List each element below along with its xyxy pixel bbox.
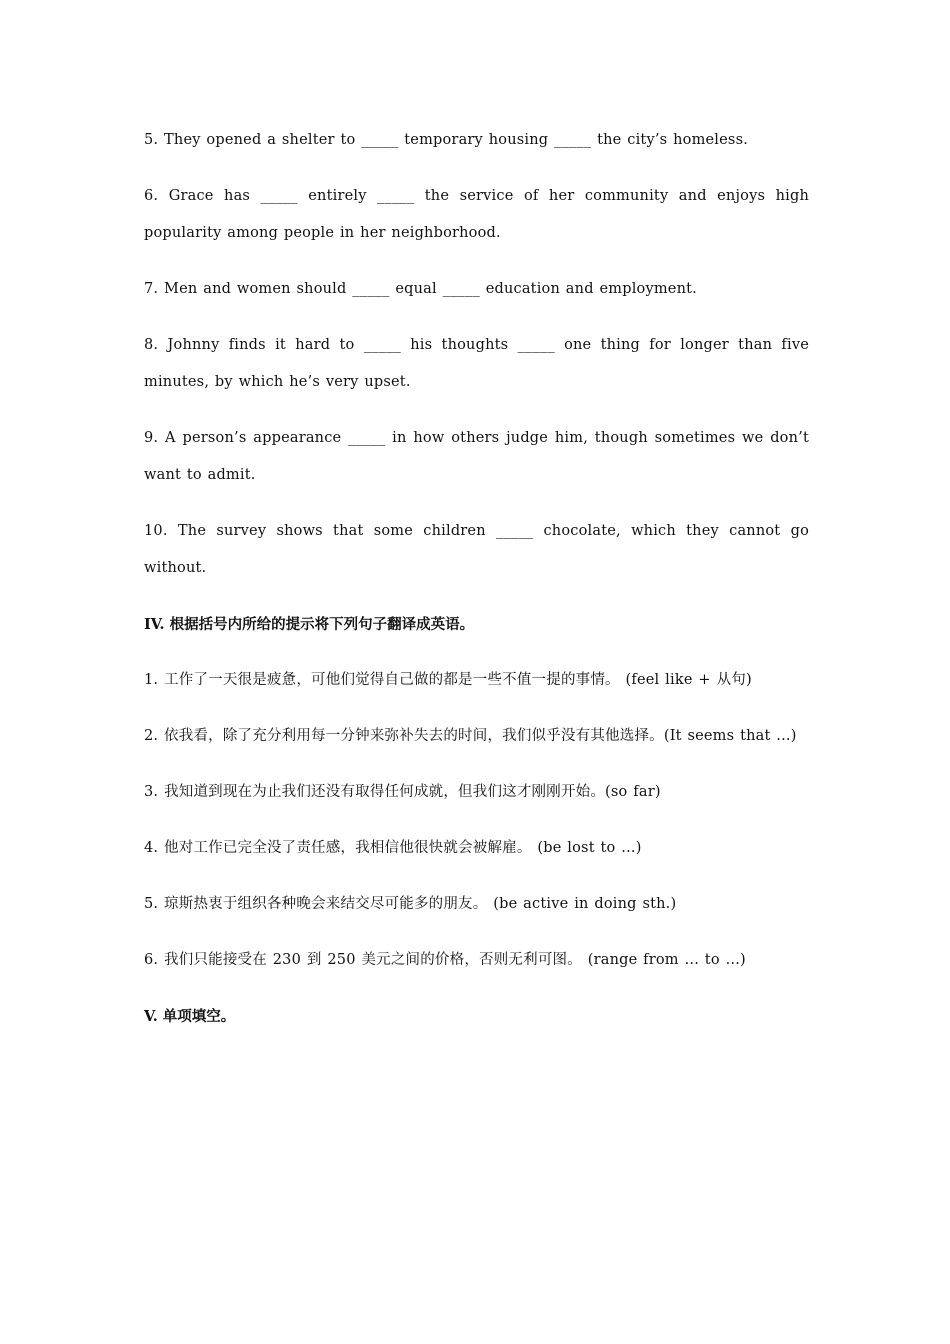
section4-item-1: 1. 工作了一天很是疲惫，可他们觉得自己做的都是一些不值一提的事情。 (feel like + 从句) xyxy=(144,672,752,688)
section4-heading: IV. 根据括号内所给的提示将下列句子翻译成英语。 xyxy=(144,616,475,633)
section3-item-8: 8. Johnny finds it hard to _____ his thoughts _____ one thing for longer than five minutes, by which he’s very upset. xyxy=(144,337,809,390)
section4-item-4: 4. 他对工作已完全没了责任感，我相信他很快就会被解雇。 (be lost to ...) xyxy=(144,840,642,856)
section4-item-3: 3. 我知道到现在为止我们还没有取得任何成就，但我们这才刚刚开始。(so far) xyxy=(144,784,661,800)
section3-item-9: 9. A person’s appearance _____ in how others judge him, though sometimes we don’t want to admit. xyxy=(144,430,809,483)
section5-heading: V. 单项填空。 xyxy=(144,1008,236,1025)
section3-item-5: 5. They opened a shelter to _____ temporary housing _____ the city’s homeless. xyxy=(144,132,749,148)
section3-item-10: 10. The survey shows that some children _____ chocolate, which they cannot go without. xyxy=(144,523,809,576)
section3-item-6: 6. Grace has _____ entirely _____ the service of her community and enjoys high popularity among people in her neighborhood. xyxy=(144,188,809,241)
section3-item-7: 7. Men and women should _____ equal _____ education and employment. xyxy=(144,281,697,297)
section4-item-2: 2. 依我看，除了充分利用每一分钟来弥补失去的时间，我们似乎没有其他选择。(It seems that ...) xyxy=(144,728,797,744)
section4-item-5: 5. 琼斯热衷于组织各种晚会来结交尽可能多的朋友。 (be active in doing sth.) xyxy=(144,896,677,912)
document-page xyxy=(144,122,809,1054)
section4-item-6: 6. 我们只能接受在 230 到 250 美元之间的价格，否则无利可图。 (range from ... to ...) xyxy=(144,952,746,968)
